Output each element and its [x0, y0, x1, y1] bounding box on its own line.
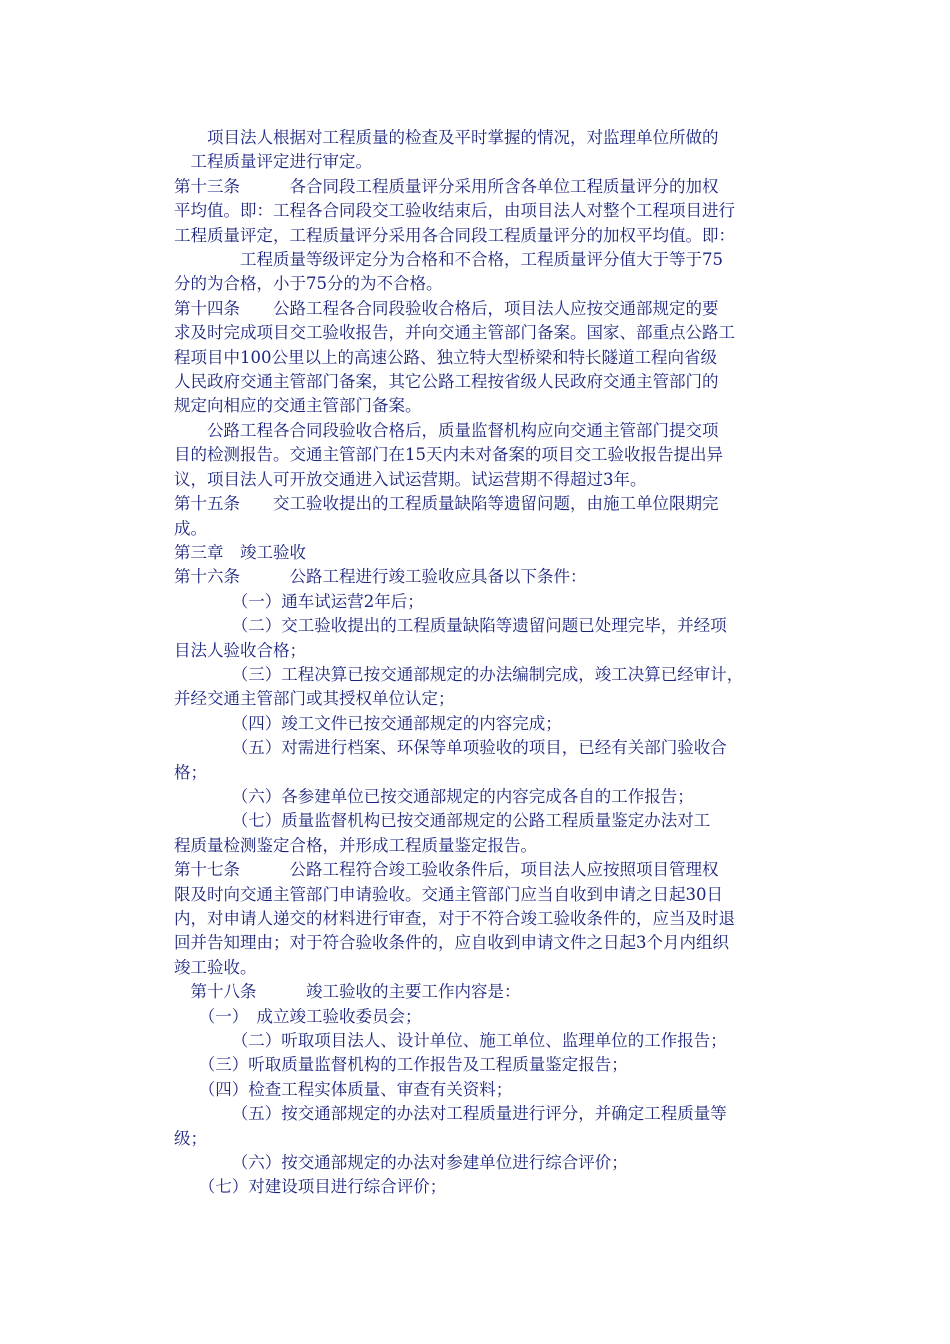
text-line: 竣工验收。 [174, 957, 257, 977]
text-line: 求及时完成项目交工验收报告，并向交通主管部门备案。国家、部重点公路工 [174, 323, 735, 343]
text-line: （一）通车试运营2年后； [174, 591, 424, 611]
text-line: 目法人验收合格； [174, 640, 306, 660]
text-line: 第十四条 公路工程各合同段验收合格后，项目法人应按交通部规定的要 [174, 298, 719, 318]
text-line: （二）听取项目法人、设计单位、施工单位、监理单位的工作报告； [174, 1031, 727, 1051]
text-line: （二）交工验收提出的工程质量缺陷等遗留问题已处理完毕，并经项 [174, 616, 727, 636]
text-line: （七）对建设项目进行综合评价； [174, 1177, 447, 1197]
text-line: 成。 [174, 518, 207, 538]
text-line: 第三章 竣工验收 [174, 542, 306, 562]
text-line: 工程质量评定进行审定。 [174, 152, 372, 172]
text-line: （四）检查工程实体质量、审查有关资料； [174, 1079, 513, 1099]
text-line: （三）工程决算已按交通部规定的办法编制完成，竣工决算已经审计， [174, 664, 744, 684]
text-line: 平均值。即：工程各合同段交工验收结束后，由项目法人对整个工程项目进行 [174, 201, 735, 221]
text-line: 分的为合格，小于75分的为不合格。 [174, 274, 443, 294]
text-line: 程项目中100公里以上的高速公路、独立特大型桥梁和特长隧道工程向省级 [174, 347, 717, 367]
text-line: 人民政府交通主管部门备案，其它公路工程按省级人民政府交通主管部门的 [174, 372, 719, 392]
text-line: （六）按交通部规定的办法对参建单位进行综合评价； [174, 1153, 628, 1173]
text-line: 第十八条 竣工验收的主要工作内容是： [174, 982, 521, 1002]
text-line: 程质量检测鉴定合格，并形成工程质量鉴定报告。 [174, 835, 537, 855]
text-line: 公路工程各合同段验收合格后，质量监督机构应向交通主管部门提交项 [174, 420, 719, 440]
text-line: 限及时向交通主管部门申请验收。交通主管部门应当自收到申请之日起30日 [174, 884, 723, 904]
text-line: 议，项目法人可开放交通进入试运营期。试运营期不得超过3年。 [174, 469, 647, 489]
text-line: 第十三条 各合同段工程质量评分采用所含各单位工程质量评分的加权 [174, 176, 719, 196]
text-line: 第十七条 公路工程符合竣工验收条件后，项目法人应按照项目管理权 [174, 860, 719, 880]
text-line: （一） 成立竣工验收委员会； [174, 1006, 422, 1026]
text-line: 内，对申请人递交的材料进行审查，对于不符合竣工验收条件的，应当及时退 [174, 909, 735, 928]
text-line: 第十五条 交工验收提出的工程质量缺陷等遗留问题，由施工单位限期完 [174, 494, 719, 514]
text-line: 回并告知理由；对于符合验收条件的，应自收到申请文件之日起3个月内组织 [174, 933, 729, 953]
text-line: 级； [174, 1128, 207, 1148]
text-line: 规定向相应的交通主管部门备案。 [174, 396, 422, 416]
text-line: （七）质量监督机构已按交通部规定的公路工程质量鉴定办法对工 [174, 811, 711, 831]
text-line: 格； [174, 762, 207, 782]
text-line: 第十六条 公路工程进行竣工验收应具备以下条件： [174, 567, 587, 587]
text-line: 目的检测报告。交通主管部门在15天内未对备案的项目交工验收报告提出异 [174, 445, 723, 465]
text-line: 工程质量等级评定分为合格和不合格，工程质量评分值大于等于75 [174, 250, 723, 270]
text-line: （五）按交通部规定的办法对工程质量进行评分，并确定工程质量等 [174, 1104, 727, 1124]
document-text-body [174, 126, 816, 1200]
text-line: （六）各参建单位已按交通部规定的内容完成各自的工作报告； [174, 786, 694, 806]
text-line: 工程质量评定，工程质量评分采用各合同段工程质量评分的加权平均值。即： [174, 225, 735, 245]
text-line: （四）竣工文件已按交通部规定的内容完成； [174, 713, 562, 733]
text-line: （三）听取质量监督机构的工作报告及工程质量鉴定报告； [174, 1055, 628, 1075]
text-line: 并经交通主管部门或其授权单位认定； [174, 689, 455, 709]
text-line: 项目法人根据对工程质量的检查及平时掌握的情况，对监理单位所做的 [174, 128, 719, 147]
text-line: （五）对需进行档案、环保等单项验收的项目，已经有关部门验收合 [174, 738, 727, 758]
